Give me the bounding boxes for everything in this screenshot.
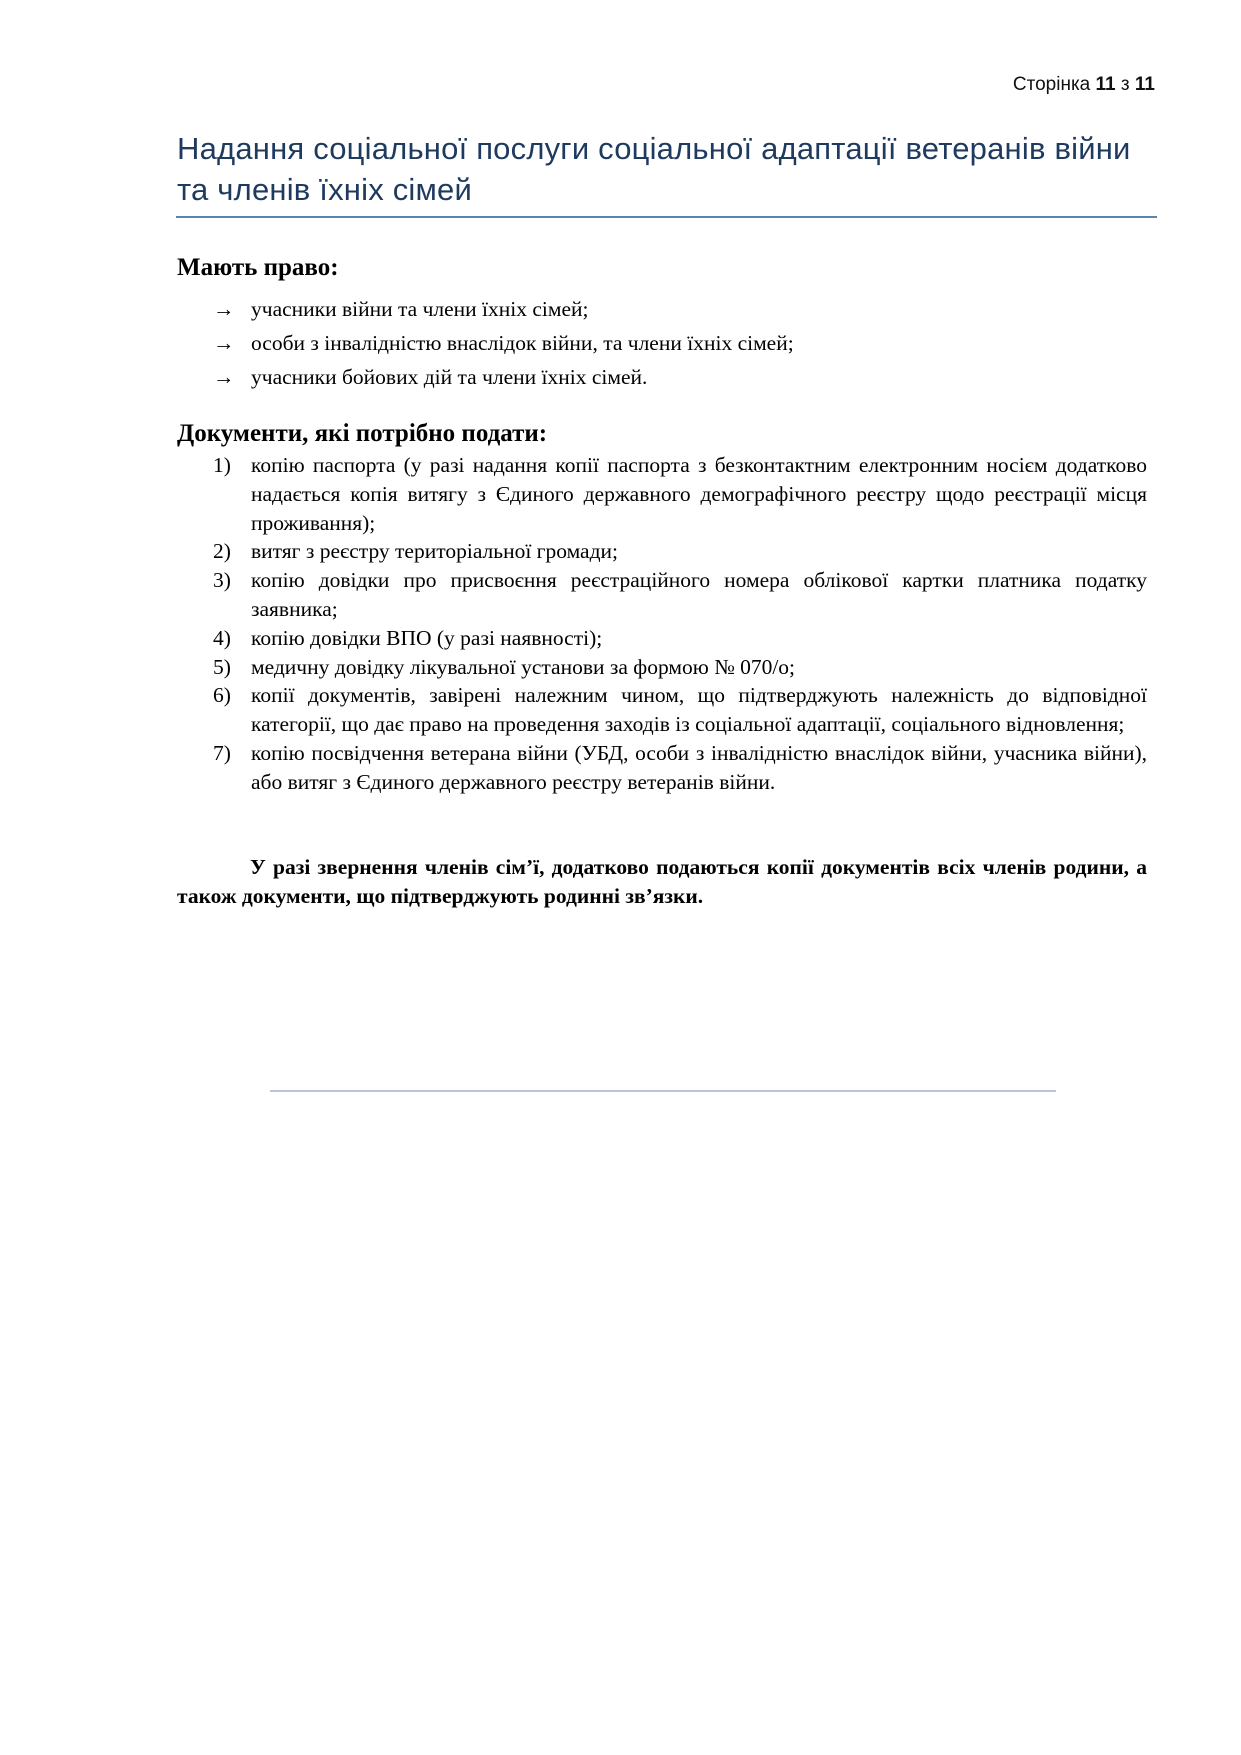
list-item bbox=[213, 292, 1113, 326]
documents-list bbox=[213, 451, 1147, 797]
item-number: 2) bbox=[213, 539, 231, 564]
item-number: 3) bbox=[213, 568, 231, 593]
rights-list bbox=[213, 292, 1113, 394]
list-item-text: витяг з реєстру територіальної громади; bbox=[251, 539, 619, 564]
total-pages: 11 bbox=[1134, 74, 1155, 95]
current-page: 11 bbox=[1095, 74, 1116, 95]
list-item bbox=[213, 326, 1113, 360]
arrow-right-icon: → bbox=[213, 365, 235, 389]
title-divider bbox=[176, 216, 1157, 218]
list-item bbox=[213, 451, 1147, 537]
page-title: Надання соціальної послуги соціальної адаптації ветеранів війни та членів їхніх сімей bbox=[177, 131, 1131, 207]
page-number bbox=[1013, 74, 1155, 96]
list-item-text: медичну довідку лікувальної установи за формою № 070/о; bbox=[251, 654, 796, 679]
list-item bbox=[213, 653, 1147, 682]
list-item-text: особи з інвалідністю внаслідок війни, та члени їхніх сімей; bbox=[251, 331, 794, 355]
of-label: з bbox=[1120, 74, 1130, 95]
documents-heading: Документи, які потрібно подати: bbox=[177, 420, 548, 447]
list-item-text: учасники бойових дій та члени їхніх сімей. bbox=[251, 365, 648, 389]
list-item bbox=[213, 624, 1147, 653]
item-number: 6) bbox=[213, 683, 231, 708]
item-number: 4) bbox=[213, 625, 231, 650]
rights-heading: Мають право: bbox=[177, 254, 339, 281]
page-label: Сторінка bbox=[1012, 74, 1091, 95]
list-item bbox=[213, 739, 1147, 797]
list-item-text: копію паспорта (у разі надання копії паспорта з безконтактним електронним носієм додатково надається копія витягу з Єдиного державного демографічного реєстру щодо реєстрації місця проживання); bbox=[251, 453, 1147, 535]
list-item bbox=[213, 537, 1147, 566]
list-item-text: учасники війни та члени їхніх сімей; bbox=[251, 297, 589, 321]
arrow-right-icon: → bbox=[213, 331, 235, 355]
item-number: 1) bbox=[213, 453, 231, 477]
list-item bbox=[213, 360, 1113, 394]
footer-divider bbox=[270, 1090, 1056, 1092]
list-item-text: копії документів, завірені належним чином, що підтверджують належність до відповідної категорії, що дає право на проведення заходів із соціальної адаптації, соціального відновлення; bbox=[251, 683, 1147, 737]
list-item bbox=[213, 566, 1147, 624]
list-item-text: копію посвідчення ветерана війни (УБД, особи з інвалідністю внаслідок війни, учасника війни), або витяг з Єдиного державного реєстру ветеранів війни. bbox=[251, 740, 1147, 794]
arrow-right-icon: → bbox=[213, 297, 235, 321]
item-number: 7) bbox=[213, 740, 231, 765]
item-number: 5) bbox=[213, 654, 231, 679]
list-item-text: копію довідки про присвоєння реєстраційного номера облікової картки платника податку заявника; bbox=[251, 568, 1147, 621]
family-note: У разі звернення членів сім’ї, додатково подаються копії документів всіх членів родини, а також документи, що підтверджують родинні зв’язки. bbox=[177, 855, 1147, 908]
list-item-text: копію довідки ВПО (у разі наявності); bbox=[251, 625, 603, 650]
list-item bbox=[213, 681, 1147, 739]
